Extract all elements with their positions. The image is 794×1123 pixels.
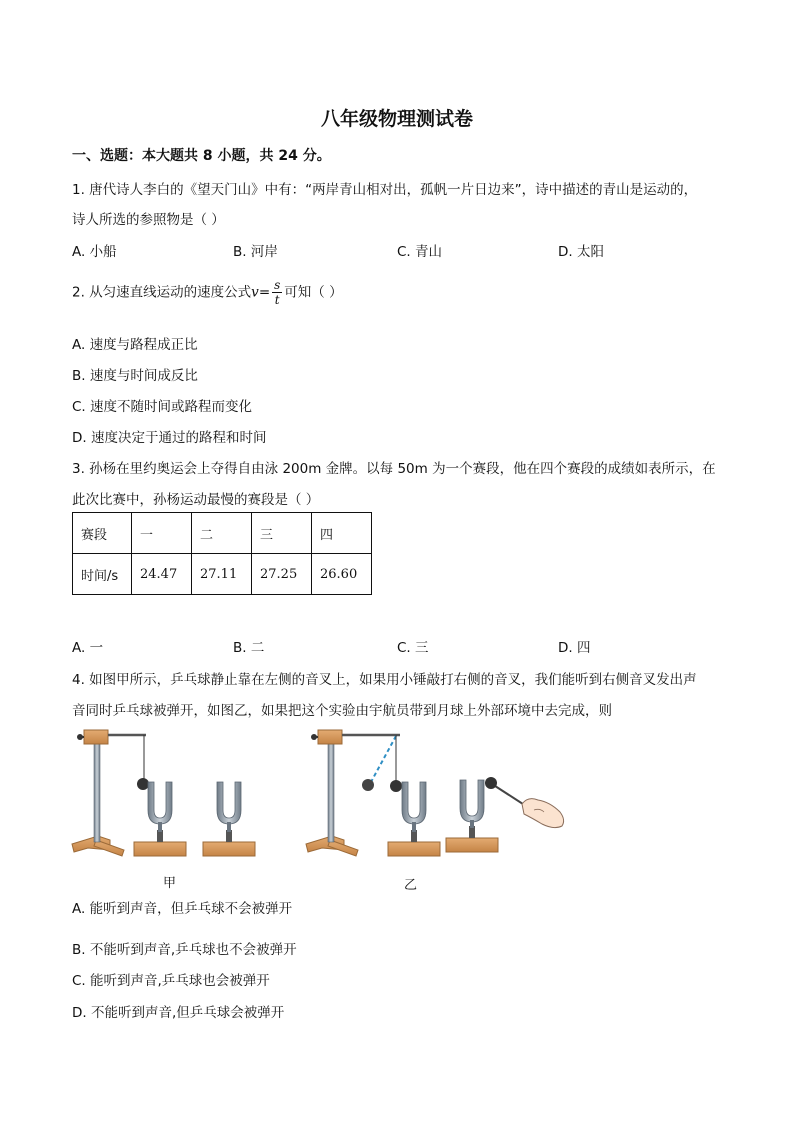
- q1-option-d[interactable]: D. 太阳: [558, 244, 604, 260]
- q2-denominator: t: [274, 293, 280, 307]
- table-cell: 赛段: [73, 513, 132, 554]
- q2-numerator: s: [274, 278, 281, 292]
- section-heading: 一、选题：本大题共 8 小题，共 24 分。: [72, 148, 331, 164]
- figure-label-jia: 甲: [163, 876, 177, 891]
- q3-option-b[interactable]: B. 二: [233, 640, 265, 656]
- figure-jia: [72, 730, 255, 856]
- q2-option-d[interactable]: D. 速度决定于通过的路程和时间: [72, 430, 267, 446]
- q1-option-b[interactable]: B. 河岸: [233, 244, 278, 260]
- q2-velocity-var: v: [251, 284, 259, 301]
- page-title: 八年级物理测试卷: [320, 108, 473, 130]
- table-cell: 一: [132, 513, 192, 554]
- table-header-row: [73, 513, 372, 554]
- q2-fraction: [272, 278, 282, 307]
- question-1-line-1: 1. 唐代诗人李白的《望天门山》中有：“两岸青山相对出，孤帆一片日边来”，诗中描述的青山是运动的，: [72, 182, 698, 198]
- q2-equals: =: [258, 284, 271, 301]
- q4-option-b[interactable]: B. 不能听到声音,乒乓球也不会被弹开: [72, 942, 297, 958]
- q3-option-d[interactable]: D. 四: [558, 640, 591, 656]
- q1-option-c[interactable]: C. 青山: [397, 244, 443, 260]
- q2-option-a[interactable]: A. 速度与路程成正比: [72, 337, 198, 353]
- table-cell: 24.47: [132, 554, 192, 595]
- question-3-line-2: 此次比赛中，孙杨运动最慢的赛段是（ ）: [72, 492, 320, 508]
- question-3-line-1: 3. 孙杨在里约奥运会上夺得自由泳 200m 金牌。以每 50m 为一个赛段，他在四个赛段的成绩如表所示，在: [72, 461, 716, 477]
- q1-option-a[interactable]: A. 小船: [72, 244, 117, 260]
- question-2-line: [72, 278, 343, 307]
- table-cell: 三: [252, 513, 312, 554]
- figure-label-yi: 乙: [404, 878, 418, 893]
- tuning-fork-figure: [66, 722, 576, 867]
- q2-option-c[interactable]: C. 速度不随时间或路程而变化: [72, 399, 253, 415]
- q2-suffix: 可知（ ）: [284, 284, 343, 301]
- q4-option-c[interactable]: C. 能听到声音,乒乓球也会被弹开: [72, 973, 270, 989]
- table-cell: 27.25: [252, 554, 312, 595]
- race-time-table: [72, 512, 372, 595]
- q3-option-a[interactable]: A. 一: [72, 640, 104, 656]
- q3-option-c[interactable]: C. 三: [397, 640, 429, 656]
- figure-yi: [306, 730, 564, 856]
- question-1-line-2: 诗人所选的参照物是（ ）: [72, 212, 225, 228]
- table-cell: 四: [312, 513, 372, 554]
- table-cell: 27.11: [192, 554, 252, 595]
- table-cell: 26.60: [312, 554, 372, 595]
- table-row: [73, 554, 372, 595]
- q4-option-d[interactable]: D. 不能听到声音,但乒乓球会被弹开: [72, 1005, 285, 1021]
- table-cell: 二: [192, 513, 252, 554]
- question-4-line-2: 音同时乒乓球被弹开，如图乙，如果把这个实验由宇航员带到月球上外部环境中去完成，则: [72, 703, 612, 719]
- q2-option-b[interactable]: B. 速度与时间成反比: [72, 368, 198, 384]
- q4-option-a[interactable]: A. 能听到声音，但乒乓球不会被弹开: [72, 901, 293, 917]
- question-4-line-1: 4. 如图甲所示，乒乓球静止靠在左侧的音叉上，如果用小锤敲打右侧的音叉，我们能听到右侧音叉发出声: [72, 672, 697, 688]
- q2-prefix: 2. 从匀速直线运动的速度公式: [72, 284, 252, 301]
- table-cell: 时间/s: [73, 554, 132, 595]
